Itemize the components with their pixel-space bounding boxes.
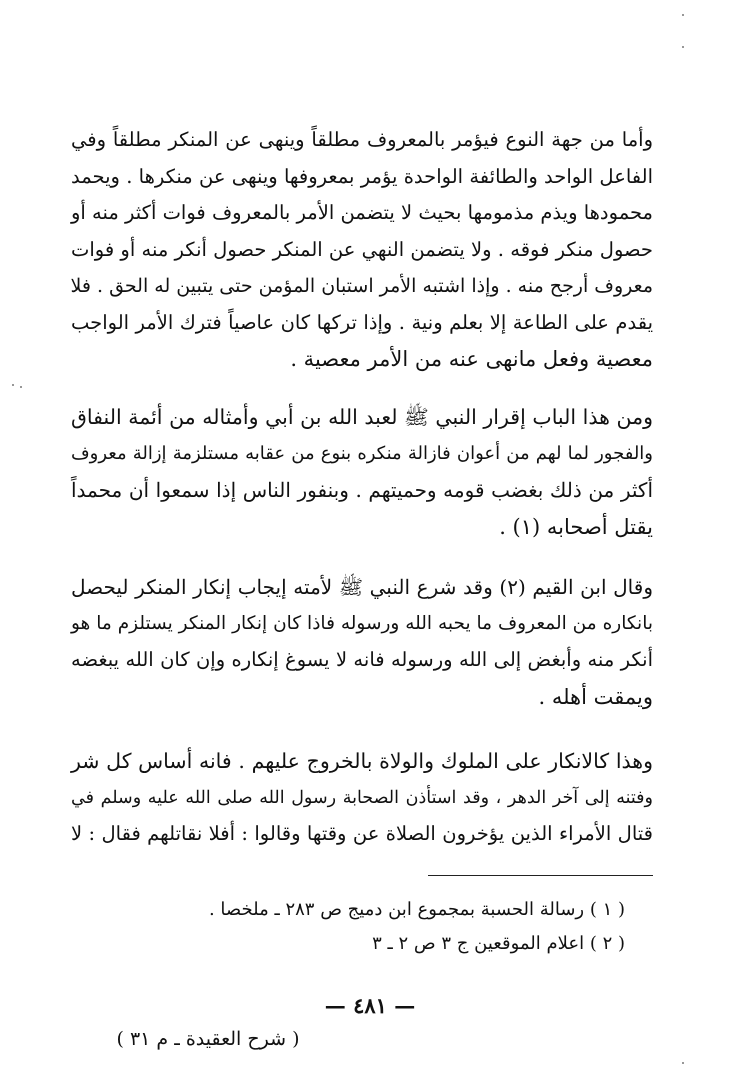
- text-line: وقال ابن القيم (٢) وقد شرع النبي ﷺ لأمته إيجاب إنكار المنكر ليحصل: [71, 575, 653, 599]
- text-line: والفجور لما لهم من أعوان فازالة منكره بنوع من عقابه مستلزمة إزالة معروف: [71, 442, 653, 464]
- footnote-divider: [428, 875, 653, 876]
- text-line: معصية وفعل مانهى عنه من الأمر معصية .: [290, 347, 653, 371]
- page-number: — ٤٨١ —: [324, 993, 416, 1018]
- text-line: بانكاره من المعروف ما يحبه الله ورسوله فاذا كان إنكار المنكر يستلزم ما هو: [71, 612, 653, 634]
- text-line: ويمقت أهله .: [538, 684, 653, 709]
- text-line: يقتل أصحابه (١) .: [499, 514, 653, 539]
- text-line: قتال الأمراء الذين يؤخرون الصلاة عن وقتها وقالوا : أفلا نقاتلهم فقال : لا: [71, 822, 653, 845]
- scan-speck: [20, 386, 22, 388]
- text-line: حصول منكر فوقه . ولا يتضمن النهي عن المنكر حصول أنكر منه أو فوات: [71, 237, 653, 261]
- footnote-2: ( ٢ ) اعلام الموقعين ج ٣ ص ٢ ـ ٣: [372, 933, 625, 954]
- text-line: معروف أرجح منه . وإذا اشتبه الأمر استبان المؤمن حتى يتبين له الحق . فلا: [70, 275, 653, 297]
- footnote-1: ( ١ ) رسالة الحسبة بمجموع ابن دميج ص ٢٨٣ ـ ملخصا .: [208, 899, 625, 920]
- paragraph-4: [71, 743, 653, 853]
- text-line: أنكر منه وأبغض إلى الله ورسوله فانه لا يسوغ إنكاره وإن كان الله يبغضه: [71, 648, 653, 671]
- text-line: وهذا كالانكار على الملوك والولاة بالخروج عليهم . فانه أساس كل شر: [71, 749, 653, 773]
- text-line: وفتنه إلى آخر الدهر ، وقد استأذن الصحابة رسول الله صلى الله عليه وسلم في: [71, 787, 653, 808]
- scan-speck: [682, 14, 684, 16]
- text-line: ومن هذا الباب إقرار النبي ﷺ لعبد الله بن أبي وأمثاله من أئمة النفاق: [71, 405, 653, 429]
- text-line: وأما من جهة النوع فيؤمر بالمعروف مطلقاً وينهى عن المنكر مطلقاً وفي: [71, 128, 653, 151]
- paragraph-2: [71, 399, 653, 545]
- text-line: أكثر من ذلك بغضب قومه وحميتهم . وبنفور الناس إذا سمعوا أن محمداً: [71, 478, 653, 502]
- footnotes: [175, 893, 625, 961]
- text-line: محمودها ويذم مذمومها بحيث لا يتضمن الأمر بالمعروف فوات أكثر منه أو: [71, 201, 653, 224]
- text-line: يقدم على الطاعة إلا بعلم ونية . وإذا تركها كان عاصياً فترك الأمر الواجب: [71, 310, 653, 334]
- printer-signature: ( شرح العقيدة ـ م ٣١ ): [116, 1028, 300, 1050]
- scan-speck: [12, 384, 14, 386]
- scan-speck: [682, 1062, 684, 1064]
- paragraph-3: [71, 569, 653, 715]
- scan-speck: [682, 46, 684, 48]
- text-line: الفاعل الواحد والطائفة الواحدة يؤمر بمعروفها وينهى عن منكرها . ويحمد: [71, 164, 653, 188]
- paragraph-1: [71, 122, 653, 378]
